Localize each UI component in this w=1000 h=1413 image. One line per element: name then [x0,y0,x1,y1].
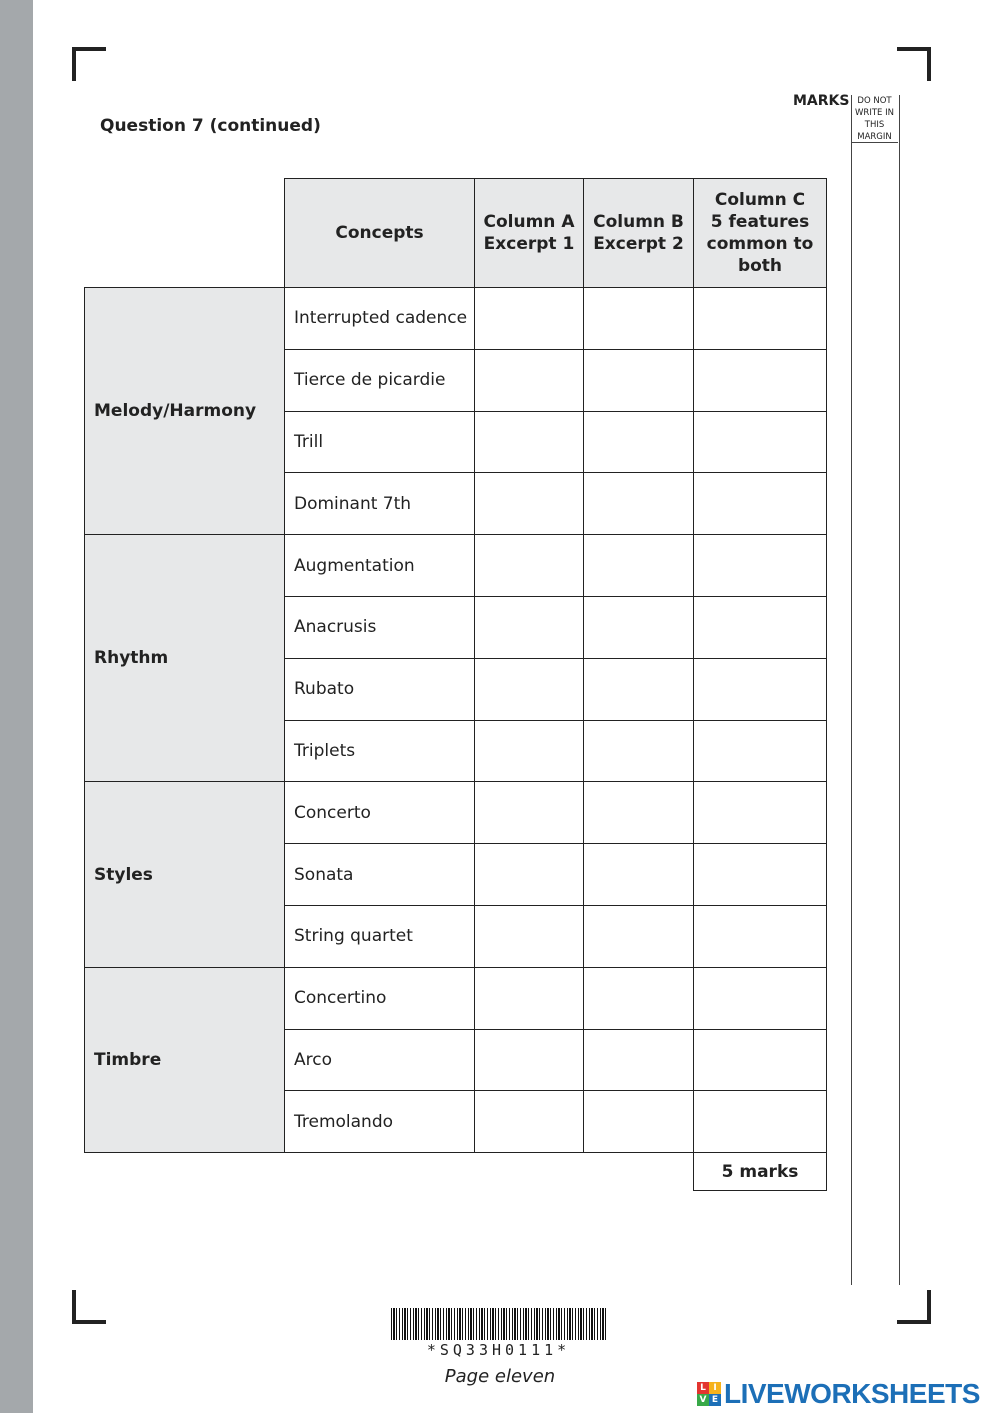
category-label: Timbre [84,967,285,1153]
category-label: Rhythm [84,534,285,782]
answer-cell-column-b[interactable] [583,596,694,659]
concept-label: Interrupted cadence [284,287,475,350]
answer-cell-column-c[interactable] [693,287,827,350]
barcode-text: *SQ33H0111* [426,1341,571,1359]
answer-cell-column-c[interactable] [693,781,827,844]
answer-cell-column-a[interactable] [474,658,584,721]
answer-cell-column-b[interactable] [583,534,694,597]
answer-cell-column-a[interactable] [474,1029,584,1092]
answer-cell-column-c[interactable] [693,720,827,783]
answer-cell-column-a[interactable] [474,349,584,412]
concept-label: Rubato [284,658,475,721]
answer-cell-column-c[interactable] [693,596,827,659]
brand-logo-icon: L I V E [697,1382,721,1406]
concept-label: Anacrusis [284,596,475,659]
answer-cell-column-c[interactable] [693,905,827,968]
answer-cell-column-a[interactable] [474,596,584,659]
answer-cell-column-a[interactable] [474,411,584,474]
concept-label: Augmentation [284,534,475,597]
crop-mark-bottom-left [72,1290,106,1324]
page-edge-bar [0,0,33,1413]
answer-cell-column-b[interactable] [583,1090,694,1153]
answer-cell-column-c[interactable] [693,472,827,535]
answer-cell-column-c[interactable] [693,967,827,1030]
answer-cell-column-a[interactable] [474,905,584,968]
answer-cell-column-a[interactable] [474,781,584,844]
page-number: Page eleven [444,1366,556,1387]
answer-cell-column-c[interactable] [693,411,827,474]
answer-cell-column-c[interactable] [693,1090,827,1153]
answer-cell-column-a[interactable] [474,720,584,783]
concept-label: String quartet [284,905,475,968]
answer-cell-column-a[interactable] [474,1090,584,1153]
header-column-c: Column C 5 features common to both [693,178,827,288]
concept-label: Tremolando [284,1090,475,1153]
answer-cell-column-c[interactable] [693,1029,827,1092]
concept-label: Concerto [284,781,475,844]
barcode [391,1308,606,1340]
answer-cell-column-b[interactable] [583,411,694,474]
crop-mark-top-right [897,47,931,81]
answer-cell-column-c[interactable] [693,349,827,412]
answer-cell-column-b[interactable] [583,720,694,783]
answer-cell-column-b[interactable] [583,472,694,535]
answer-cell-column-c[interactable] [693,843,827,906]
answer-cell-column-a[interactable] [474,534,584,597]
answer-cell-column-a[interactable] [474,287,584,350]
answer-cell-column-a[interactable] [474,967,584,1030]
crop-mark-bottom-right [897,1290,931,1324]
answer-cell-column-b[interactable] [583,349,694,412]
concept-label: Concertino [284,967,475,1030]
answer-cell-column-b[interactable] [583,1029,694,1092]
answer-cell-column-b[interactable] [583,843,694,906]
answer-cell-column-b[interactable] [583,905,694,968]
concept-label: Trill [284,411,475,474]
margin-note: DO NOT WRITE IN THIS MARGIN [851,95,898,143]
marks-label: MARKS [793,93,850,109]
concept-label: Triplets [284,720,475,783]
marks-box: 5 marks [693,1152,827,1191]
brand-logo[interactable] [697,1378,980,1410]
answer-cell-column-a[interactable] [474,472,584,535]
answer-cell-column-b[interactable] [583,287,694,350]
answer-cell-column-b[interactable] [583,967,694,1030]
header-column-a: Column A Excerpt 1 [474,178,584,288]
concept-label: Sonata [284,843,475,906]
brand-name: LIVEWORKSHEETS [724,1378,980,1409]
header-column-b: Column B Excerpt 2 [583,178,694,288]
concept-label: Dominant 7th [284,472,475,535]
concept-label: Arco [284,1029,475,1092]
answer-cell-column-b[interactable] [583,781,694,844]
question-title: Question 7 (continued) [100,116,321,136]
crop-mark-top-left [72,47,106,81]
category-label: Melody/Harmony [84,287,285,535]
header-concepts: Concepts [284,178,475,288]
category-label: Styles [84,781,285,967]
answer-cell-column-a[interactable] [474,843,584,906]
answer-cell-column-b[interactable] [583,658,694,721]
answer-cell-column-c[interactable] [693,534,827,597]
concept-label: Tierce de picardie [284,349,475,412]
answer-cell-column-c[interactable] [693,658,827,721]
margin-column [851,95,900,1285]
